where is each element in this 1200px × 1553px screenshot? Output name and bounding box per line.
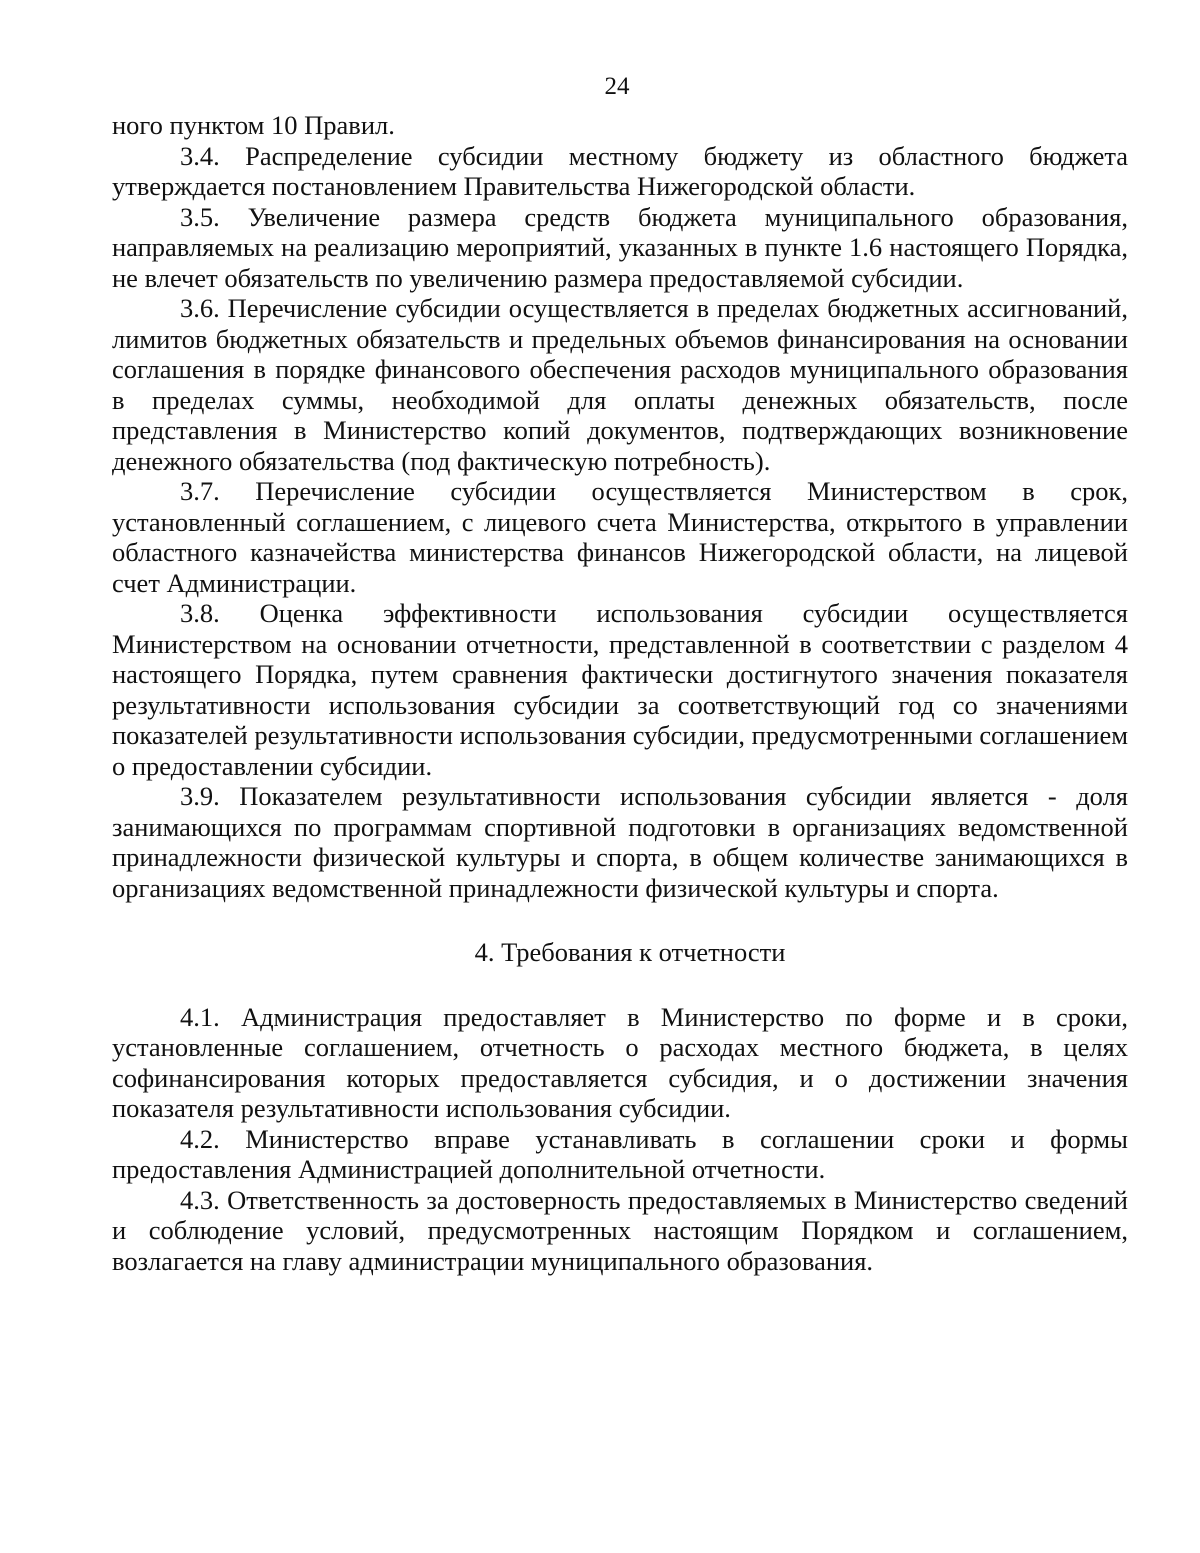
section-heading: 4. Требования к отчетности (474, 937, 786, 967)
paragraph-4-3: 4.3. Ответственность за достоверность предоставляемых в Министерство сведений и соблюдение условий, предусмотренных настоящим Порядком и соглашением, возлагается на главу администрации муниципального образования. (112, 1184, 1128, 1276)
document-body (112, 110, 1128, 1276)
paragraph-3-8: 3.8. Оценка эффективности использования субсидии осуществляется Министерством на основании отчетности, представленной в соответствии с разделом 4 настоящего Порядка, путем сравнения фактически достигнутого значения показателя результативности использования субсидии за соответствующий год со значениями показателей результативности использования субсидии, предусмотренными соглашением о предоставлении субсидии. (112, 598, 1128, 781)
paragraph-4-1: 4.1. Администрация предоставляет в Министерство по форме и в сроки, установленные соглашением, отчетность о расходах местного бюджета, в целях софинансирования которых предоставляется субсидия, и о достижении значения показателя результативности использования субсидии. (112, 1001, 1128, 1123)
paragraph-3-5: 3.5. Увеличение размера средств бюджета муниципального образования, направляемых на реализацию мероприятий, указанных в пункте 1.6 настоящего Порядка, не влечет обязательств по увеличению размера предоставляемой субсидии. (112, 201, 1128, 293)
paragraph-3-6: 3.6. Перечисление субсидии осуществляется в пределах бюджетных ассигнований, лимитов бюджетных обязательств и предельных объемов финансирования на основании соглашения в порядке финансового обеспечения расходов муниципального образования в пределах суммы, необходимой для оплаты денежных обязательств, после представления в Министерство копий документов, подтверждающих возникновение денежного обязательства (под фактическую потребность). (112, 293, 1128, 476)
page-number: 24 (604, 73, 630, 100)
paragraph-3-4: 3.4. Распределение субсидии местному бюджету из областного бюджета утверждается постановлением Правительства Нижегородской области. (112, 140, 1128, 201)
paragraph-continuation: ного пунктом 10 Правил. (112, 110, 395, 140)
paragraph-3-7: 3.7. Перечисление субсидии осуществляется Министерством в срок, установленный соглашением, с лицевого счета Министерства, открытого в управлении областного казначейства министерства финансов Нижегородской области, на лицевой счет Администрации. (112, 476, 1128, 598)
paragraph-4-2: 4.2. Министерство вправе устанавливать в соглашении сроки и формы предоставления Администрацией дополнительной отчетности. (112, 1123, 1128, 1184)
paragraph-3-9: 3.9. Показателем результативности использования субсидии является - доля занимающихся по программам спортивной подготовки в организациях ведомственной принадлежности физической культуры и спорта, в общем количестве занимающихся в организациях ведомственной принадлежности физической культуры и спорта. (112, 781, 1128, 903)
